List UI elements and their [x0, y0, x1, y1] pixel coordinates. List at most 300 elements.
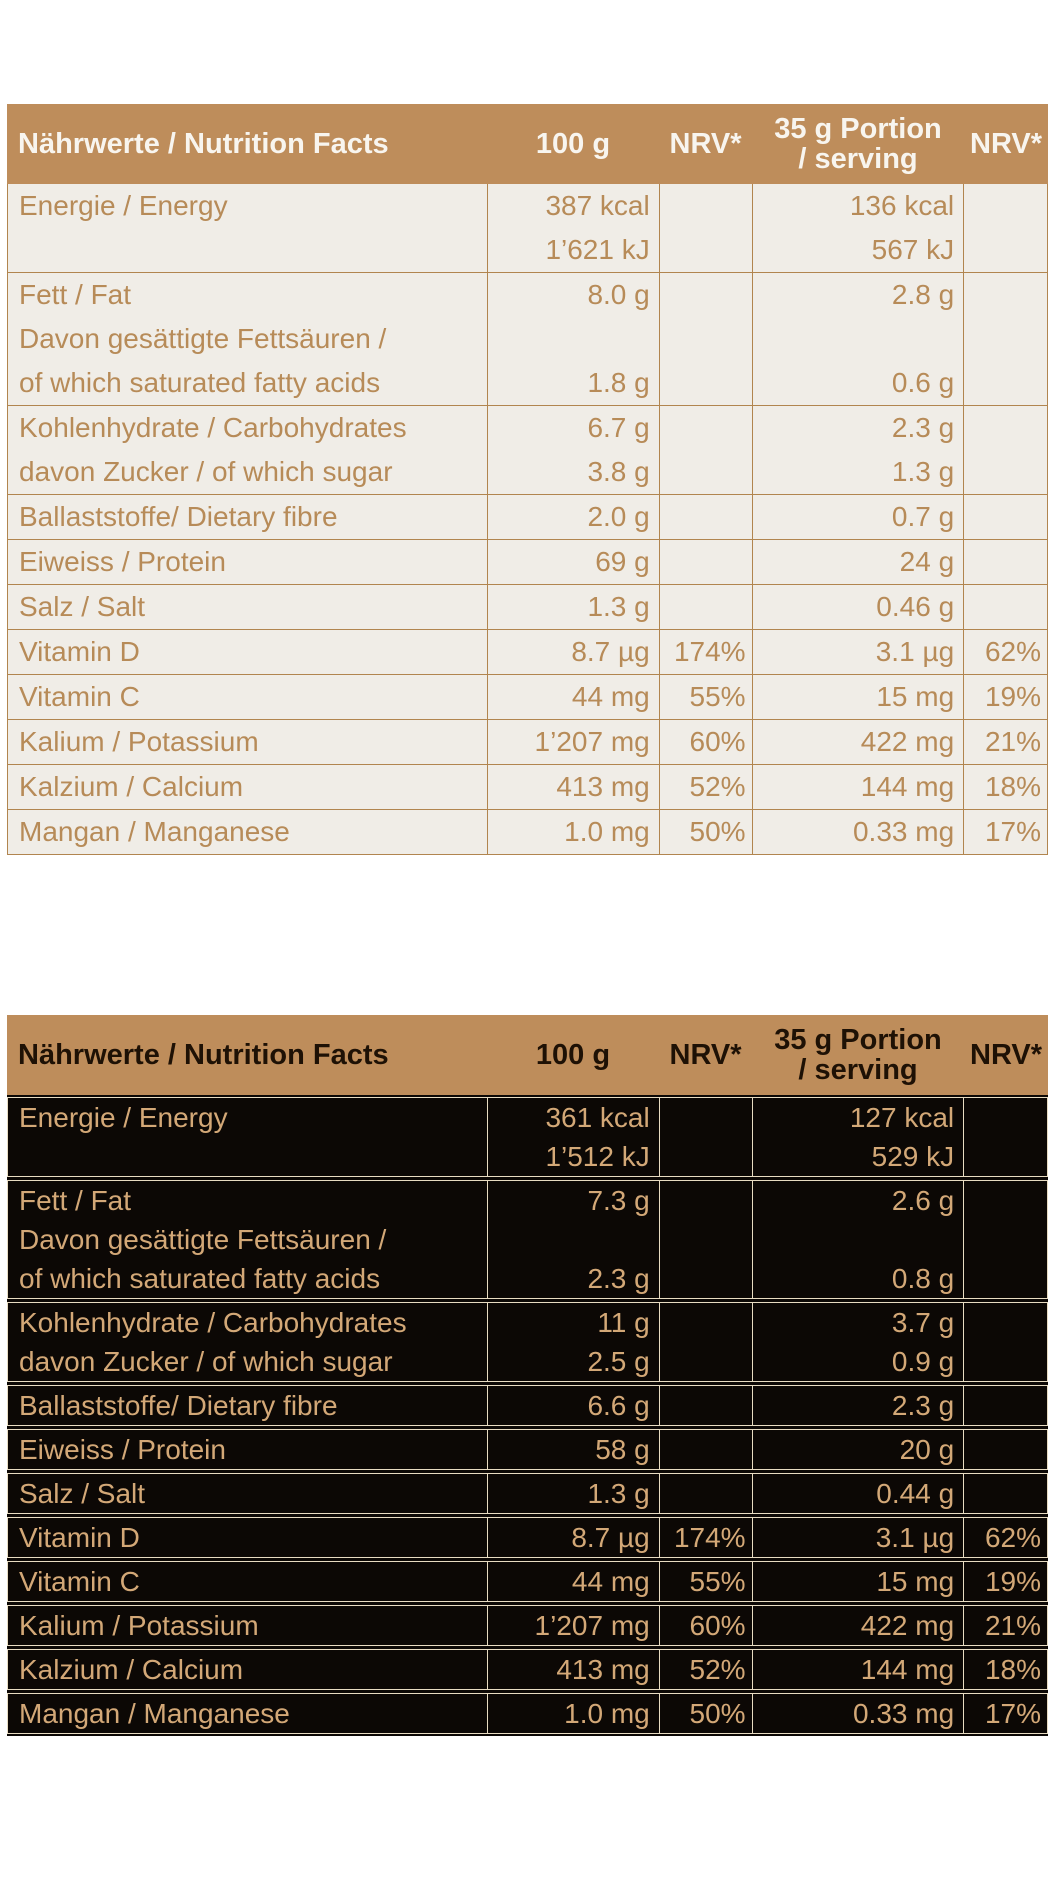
- value-nrv-portion-line: [964, 1386, 1041, 1425]
- value-per-portion: [752, 765, 964, 809]
- row-label-line: Energie / Energy: [19, 1102, 228, 1133]
- table-row: [7, 1649, 1048, 1690]
- value-nrv-100g: [659, 184, 752, 272]
- value-nrv-100g-line: [660, 1181, 746, 1220]
- value-nrv-100g-line: [660, 495, 746, 539]
- row-label-line: Mangan / Manganese: [19, 816, 290, 847]
- value-nrv-portion: [963, 406, 1047, 494]
- value-nrv-portion-line: [964, 1430, 1041, 1469]
- value-nrv-100g-line: [660, 450, 746, 494]
- value-per-portion: [752, 1518, 964, 1557]
- value-nrv-portion-line: [964, 1259, 1041, 1298]
- value-nrv-100g-line: 60%: [689, 1610, 746, 1641]
- value-per-portion: [752, 273, 964, 405]
- table-row: [7, 1605, 1048, 1646]
- value-per-100g: [487, 1098, 659, 1176]
- row-label: [8, 406, 487, 494]
- value-per-100g: [487, 495, 659, 539]
- value-per-portion-line: 0.9 g: [891, 1346, 955, 1377]
- table-row: [8, 494, 1047, 539]
- value-per-portion-line: 3.1 µg: [875, 1522, 955, 1553]
- value-nrv-portion-line: [964, 1181, 1041, 1220]
- value-per-portion-line: 2.6 g: [891, 1185, 955, 1216]
- table-row: [8, 719, 1047, 764]
- value-per-100g: [487, 273, 659, 405]
- value-per-100g-line: 1.8 g: [587, 367, 650, 398]
- value-per-portion-line: 2.8 g: [891, 279, 955, 310]
- value-per-portion: [752, 1430, 964, 1469]
- value-nrv-portion-line: 19%: [984, 681, 1041, 712]
- value-nrv-portion-line: 62%: [984, 1522, 1041, 1553]
- value-nrv-100g-line: 52%: [689, 1654, 746, 1685]
- value-per-portion-line: 567 kJ: [871, 234, 955, 265]
- value-nrv-100g-line: [660, 1342, 746, 1381]
- table-header: [7, 104, 1048, 184]
- header-per-100g: 100 g: [535, 127, 611, 160]
- value-nrv-portion-line: 17%: [984, 1698, 1041, 1729]
- value-nrv-portion: [963, 1181, 1047, 1298]
- value-nrv-100g: [659, 720, 752, 764]
- value-nrv-portion-line: 17%: [984, 816, 1041, 847]
- value-nrv-100g-line: [660, 1303, 746, 1342]
- value-per-100g: [487, 1430, 659, 1469]
- value-per-portion: [752, 540, 964, 584]
- header-portion-line1: 35 g Portion: [774, 113, 942, 145]
- table-row: [7, 1473, 1048, 1514]
- row-label: [8, 720, 487, 764]
- table-header: [7, 1015, 1048, 1095]
- row-label-line: Kalzium / Calcium: [19, 771, 244, 802]
- row-label: [8, 1303, 487, 1381]
- value-nrv-portion-line: 19%: [984, 1566, 1041, 1597]
- value-per-portion: [752, 1606, 964, 1645]
- value-nrv-100g-line: [660, 540, 746, 584]
- value-nrv-portion: [963, 1694, 1047, 1733]
- value-per-portion-line: 144 mg: [860, 771, 955, 802]
- table-row: [8, 764, 1047, 809]
- value-per-portion-line: 144 mg: [860, 1654, 955, 1685]
- row-label: [8, 1430, 487, 1469]
- value-nrv-portion: [963, 184, 1047, 272]
- value-nrv-portion-line: [964, 1220, 1041, 1259]
- table-row: [8, 405, 1047, 494]
- row-label: [8, 1562, 487, 1601]
- row-label-line: davon Zucker / of which sugar: [19, 456, 393, 487]
- nutrition-table-light: [7, 104, 1048, 855]
- value-per-100g: [487, 720, 659, 764]
- value-nrv-100g: [659, 540, 752, 584]
- value-per-portion-line: 0.33 mg: [852, 816, 955, 847]
- value-per-portion: [752, 675, 964, 719]
- value-per-portion: [752, 1694, 964, 1733]
- value-nrv-portion: [963, 765, 1047, 809]
- value-per-100g: [487, 630, 659, 674]
- row-label: [8, 495, 487, 539]
- row-label-line: Kalium / Potassium: [19, 1610, 259, 1641]
- value-nrv-100g-line: 52%: [689, 771, 746, 802]
- value-per-100g: [487, 1474, 659, 1513]
- value-nrv-100g-line: [660, 1137, 746, 1176]
- row-label: [8, 1650, 487, 1689]
- value-per-portion-line: 2.3 g: [891, 412, 955, 443]
- nutrition-table-dark: [7, 1015, 1048, 1736]
- value-per-100g: [487, 406, 659, 494]
- table-row: [7, 1693, 1048, 1734]
- row-label-line: Davon gesättigte Fettsäuren /: [19, 1224, 387, 1255]
- value-nrv-100g-line: 55%: [689, 1566, 746, 1597]
- value-per-portion-line: 2.3 g: [891, 1390, 955, 1421]
- value-nrv-100g-line: [660, 1474, 746, 1513]
- value-nrv-100g: [659, 675, 752, 719]
- value-per-portion-line: 0.33 mg: [852, 1698, 955, 1729]
- value-per-100g-line: 387 kcal: [545, 190, 650, 221]
- value-nrv-portion-line: [964, 184, 1041, 228]
- value-per-portion: [752, 184, 964, 272]
- value-nrv-portion-line: 18%: [984, 1654, 1041, 1685]
- value-per-portion: [752, 1303, 964, 1381]
- value-nrv-100g-line: [660, 1259, 746, 1298]
- value-per-100g-line: 3.8 g: [587, 456, 650, 487]
- value-per-portion-line: 3.1 µg: [875, 636, 955, 667]
- value-nrv-portion: [963, 1386, 1047, 1425]
- header-nrv-100g: NRV*: [669, 127, 742, 160]
- value-nrv-portion: [963, 675, 1047, 719]
- value-per-portion-line: 0.44 g: [876, 1478, 955, 1509]
- value-nrv-portion: [963, 1650, 1047, 1689]
- value-per-100g-line: 1’621 kJ: [545, 234, 650, 265]
- row-label-line: Ballaststoffe/ Dietary fibre: [19, 1390, 338, 1421]
- row-label-line: Kohlenhydrate / Carbohydrates: [19, 1307, 407, 1338]
- row-label: [8, 675, 487, 719]
- table-row: [8, 184, 1047, 272]
- value-nrv-portion: [963, 1430, 1047, 1469]
- row-label-line: Mangan / Manganese: [19, 1698, 290, 1729]
- row-label-line: Vitamin D: [19, 636, 140, 667]
- table-row: [7, 1517, 1048, 1558]
- value-per-100g-line: 1.3 g: [587, 591, 650, 622]
- value-per-100g: [487, 1650, 659, 1689]
- value-nrv-100g: [659, 406, 752, 494]
- value-per-100g-line: [488, 317, 650, 361]
- value-nrv-100g-line: 50%: [689, 816, 746, 847]
- row-label-line: [19, 228, 487, 272]
- row-label-line: Salz / Salt: [19, 591, 146, 622]
- value-per-100g-line: 2.0 g: [587, 501, 650, 532]
- table-row: [8, 674, 1047, 719]
- row-label-line: [19, 1137, 487, 1176]
- table-row: [7, 1561, 1048, 1602]
- value-per-portion-line: 529 kJ: [871, 1141, 955, 1172]
- value-nrv-portion: [963, 273, 1047, 405]
- value-nrv-portion: [963, 1474, 1047, 1513]
- row-label: [8, 765, 487, 809]
- value-nrv-portion: [963, 630, 1047, 674]
- value-per-100g-line: 1.0 mg: [564, 1698, 650, 1729]
- value-per-100g-line: 44 mg: [571, 1566, 650, 1597]
- value-nrv-100g-line: [660, 1220, 746, 1259]
- row-label-line: Salz / Salt: [19, 1478, 146, 1509]
- value-nrv-100g-line: [660, 273, 746, 317]
- table-row: [8, 584, 1047, 629]
- value-nrv-portion-line: [964, 361, 1041, 405]
- row-label: [8, 1606, 487, 1645]
- row-label-line: Ballaststoffe/ Dietary fibre: [19, 501, 338, 532]
- value-nrv-100g: [659, 1386, 752, 1425]
- value-per-portion-line: 0.6 g: [891, 367, 955, 398]
- value-nrv-portion: [963, 1562, 1047, 1601]
- value-nrv-portion-line: [964, 585, 1041, 629]
- header-nrv-100g: NRV*: [669, 1038, 742, 1071]
- value-per-100g-line: 1.0 mg: [564, 816, 650, 847]
- value-nrv-100g: [659, 765, 752, 809]
- header-per-100g: 100 g: [535, 1038, 611, 1071]
- value-per-100g: [487, 540, 659, 584]
- value-per-portion-line: 422 mg: [860, 726, 955, 757]
- value-per-100g: [487, 585, 659, 629]
- row-label-line: Vitamin D: [19, 1522, 140, 1553]
- value-per-100g-line: 413 mg: [556, 771, 650, 802]
- value-nrv-100g: [659, 810, 752, 854]
- value-nrv-100g: [659, 1518, 752, 1557]
- value-per-portion-line: 20 g: [899, 1434, 955, 1465]
- value-nrv-portion-line: [964, 495, 1041, 539]
- value-nrv-100g-line: [660, 406, 746, 450]
- value-nrv-100g: [659, 630, 752, 674]
- value-per-portion: [752, 585, 964, 629]
- value-per-portion: [752, 1650, 964, 1689]
- value-per-100g: [487, 765, 659, 809]
- value-per-100g-line: 1’207 mg: [534, 1610, 650, 1641]
- table-row: [8, 272, 1047, 405]
- value-nrv-100g-line: 174%: [673, 636, 746, 667]
- value-nrv-portion-line: 18%: [984, 771, 1041, 802]
- table-row: [8, 629, 1047, 674]
- value-per-100g-line: 11 g: [597, 1307, 650, 1338]
- row-label: [8, 1474, 487, 1513]
- value-nrv-portion-line: 62%: [984, 636, 1041, 667]
- value-nrv-portion: [963, 1606, 1047, 1645]
- value-nrv-100g-line: [660, 1098, 746, 1137]
- value-nrv-100g: [659, 1098, 752, 1176]
- header-portion: [752, 1025, 964, 1085]
- value-per-100g-line: 6.7 g: [587, 412, 650, 443]
- row-label: [8, 630, 487, 674]
- row-label-line: Kalzium / Calcium: [19, 1654, 244, 1685]
- value-per-100g: [487, 1606, 659, 1645]
- value-nrv-portion-line: 21%: [984, 1610, 1041, 1641]
- value-nrv-portion: [963, 810, 1047, 854]
- value-per-100g: [487, 810, 659, 854]
- value-nrv-100g-line: [660, 361, 746, 405]
- value-per-portion-line: 422 mg: [860, 1610, 955, 1641]
- value-per-100g-line: 8.7 µg: [571, 636, 650, 667]
- value-nrv-100g: [659, 1430, 752, 1469]
- table-body: [7, 1095, 1048, 1736]
- row-label: [8, 184, 487, 272]
- value-per-100g-line: 2.5 g: [587, 1346, 650, 1377]
- value-nrv-portion: [963, 1098, 1047, 1176]
- table-row: [8, 539, 1047, 584]
- value-per-100g-line: 44 mg: [571, 681, 650, 712]
- value-nrv-portion: [963, 1303, 1047, 1381]
- row-label: [8, 1386, 487, 1425]
- value-nrv-100g: [659, 1181, 752, 1298]
- value-per-portion-line: 0.46 g: [876, 591, 955, 622]
- value-per-100g-line: 2.3 g: [587, 1263, 650, 1294]
- header-portion: [752, 114, 964, 174]
- row-label: [8, 540, 487, 584]
- header-nrv-portion: NRV*: [970, 1038, 1042, 1071]
- value-per-portion: [752, 1386, 964, 1425]
- value-per-100g-line: 1.3 g: [587, 1478, 650, 1509]
- value-nrv-100g-line: [660, 1430, 746, 1469]
- header-nutrition-facts: Nährwerte / Nutrition Facts: [18, 127, 389, 160]
- value-nrv-portion-line: [964, 273, 1041, 317]
- value-per-100g: [487, 1694, 659, 1733]
- row-label-line: of which saturated fatty acids: [19, 367, 381, 398]
- table-body: [7, 184, 1048, 855]
- value-nrv-100g-line: [660, 228, 746, 272]
- value-nrv-portion: [963, 1518, 1047, 1557]
- value-per-100g-line: 8.7 µg: [571, 1522, 650, 1553]
- value-per-portion: [752, 810, 964, 854]
- value-per-100g-line: 58 g: [595, 1434, 650, 1465]
- row-label-line: Eiweiss / Protein: [19, 546, 226, 577]
- value-per-100g-line: 7.3 g: [587, 1185, 650, 1216]
- value-per-portion: [752, 1562, 964, 1601]
- value-nrv-portion-line: [964, 450, 1041, 494]
- value-per-100g-line: 413 mg: [556, 1654, 650, 1685]
- value-per-100g: [487, 1303, 659, 1381]
- value-per-portion: [752, 1098, 964, 1176]
- table-row: [7, 1429, 1048, 1470]
- value-per-100g-line: 1’512 kJ: [545, 1141, 650, 1172]
- table-row: [7, 1097, 1048, 1177]
- value-nrv-portion-line: [964, 1303, 1041, 1342]
- value-nrv-100g-line: [660, 317, 746, 361]
- row-label-line: davon Zucker / of which sugar: [19, 1346, 393, 1377]
- row-label: [8, 585, 487, 629]
- value-per-portion-line: 3.7 g: [891, 1307, 955, 1338]
- value-nrv-100g: [659, 273, 752, 405]
- value-per-portion-line: 127 kcal: [849, 1102, 955, 1133]
- value-nrv-100g: [659, 1650, 752, 1689]
- value-nrv-100g-line: 55%: [689, 681, 746, 712]
- row-label-line: Kohlenhydrate / Carbohydrates: [19, 412, 407, 443]
- value-nrv-100g: [659, 585, 752, 629]
- row-label-line: of which saturated fatty acids: [19, 1263, 381, 1294]
- value-nrv-100g-line: [660, 585, 746, 629]
- value-per-100g: [487, 1562, 659, 1601]
- row-label: [8, 1098, 487, 1176]
- value-per-portion: [752, 1474, 964, 1513]
- header-nrv-portion: NRV*: [970, 127, 1042, 160]
- value-nrv-100g: [659, 495, 752, 539]
- value-per-100g-line: 361 kcal: [545, 1102, 650, 1133]
- row-label-line: Fett / Fat: [19, 279, 132, 310]
- value-nrv-100g-line: 60%: [689, 726, 746, 757]
- value-nrv-portion: [963, 585, 1047, 629]
- value-nrv-portion-line: [964, 406, 1041, 450]
- row-label: [8, 1518, 487, 1557]
- table-row: [8, 809, 1047, 854]
- value-nrv-portion-line: [964, 1098, 1041, 1137]
- value-per-portion: [752, 406, 964, 494]
- value-nrv-portion-line: [964, 228, 1041, 272]
- row-label-line: Fett / Fat: [19, 1185, 132, 1216]
- value-nrv-portion: [963, 540, 1047, 584]
- table-row: [7, 1385, 1048, 1426]
- value-nrv-portion-line: [964, 317, 1041, 361]
- value-nrv-portion-line: [964, 1474, 1041, 1513]
- value-nrv-portion-line: [964, 540, 1041, 584]
- row-label-line: Vitamin C: [19, 681, 140, 712]
- row-label-line: Energie / Energy: [19, 190, 228, 221]
- value-per-portion-line: 0.7 g: [891, 501, 955, 532]
- value-per-portion-line: 24 g: [899, 546, 955, 577]
- value-per-100g: [487, 1181, 659, 1298]
- row-label-line: Davon gesättigte Fettsäuren /: [19, 323, 387, 354]
- row-label: [8, 1181, 487, 1298]
- value-per-portion: [752, 495, 964, 539]
- value-per-100g-line: 6.6 g: [587, 1390, 650, 1421]
- value-nrv-100g: [659, 1694, 752, 1733]
- row-label-line: Eiweiss / Protein: [19, 1434, 226, 1465]
- value-per-portion: [752, 630, 964, 674]
- header-nutrition-facts: Nährwerte / Nutrition Facts: [18, 1038, 389, 1071]
- value-per-100g-line: [488, 1220, 650, 1259]
- value-nrv-100g-line: [660, 184, 746, 228]
- header-portion-line1: 35 g Portion: [774, 1024, 942, 1056]
- value-per-portion-line: 0.8 g: [891, 1263, 955, 1294]
- value-per-100g: [487, 184, 659, 272]
- value-per-portion-line: [753, 1220, 955, 1259]
- value-per-portion-line: [753, 317, 955, 361]
- table-row: [7, 1180, 1048, 1299]
- value-nrv-portion: [963, 720, 1047, 764]
- value-nrv-portion-line: 21%: [984, 726, 1041, 757]
- value-per-portion-line: 136 kcal: [849, 190, 955, 221]
- value-per-100g: [487, 1518, 659, 1557]
- value-nrv-portion-line: [964, 1137, 1041, 1176]
- value-nrv-100g: [659, 1303, 752, 1381]
- value-per-100g: [487, 675, 659, 719]
- table-row: [7, 1302, 1048, 1382]
- value-nrv-portion: [963, 495, 1047, 539]
- value-nrv-portion-line: [964, 1342, 1041, 1381]
- value-per-100g-line: 69 g: [595, 546, 650, 577]
- value-nrv-100g: [659, 1474, 752, 1513]
- value-nrv-100g-line: [660, 1386, 746, 1425]
- value-nrv-100g: [659, 1606, 752, 1645]
- value-nrv-100g-line: 174%: [673, 1522, 746, 1553]
- row-label: [8, 810, 487, 854]
- value-per-portion-line: 15 mg: [876, 681, 955, 712]
- value-per-100g-line: 8.0 g: [587, 279, 650, 310]
- value-per-100g-line: 1’207 mg: [534, 726, 650, 757]
- value-per-portion-line: 1.3 g: [891, 456, 955, 487]
- value-per-portion-line: 15 mg: [876, 1566, 955, 1597]
- header-portion-line2: / serving: [798, 1054, 918, 1086]
- row-label-line: Kalium / Potassium: [19, 726, 259, 757]
- value-per-portion: [752, 1181, 964, 1298]
- row-label: [8, 1694, 487, 1733]
- row-label: [8, 273, 487, 405]
- row-label-line: Vitamin C: [19, 1566, 140, 1597]
- value-per-portion: [752, 720, 964, 764]
- value-nrv-100g-line: 50%: [689, 1698, 746, 1729]
- value-per-100g: [487, 1386, 659, 1425]
